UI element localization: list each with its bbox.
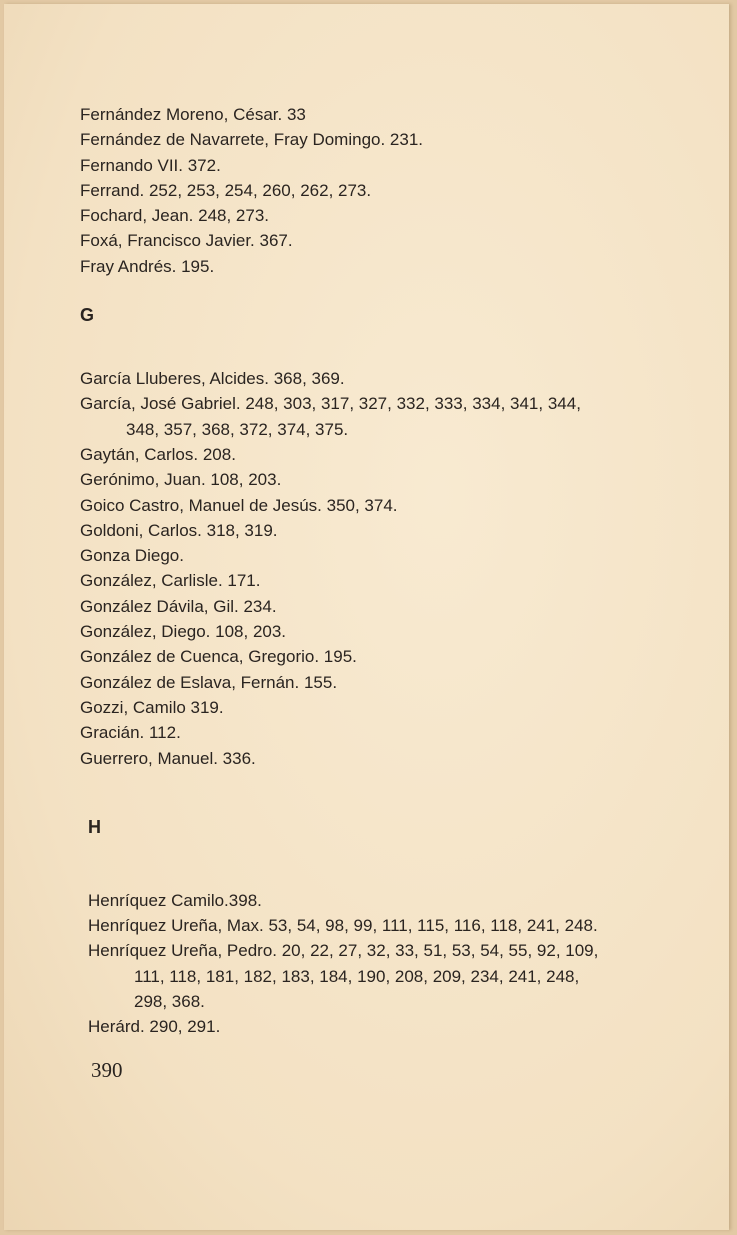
index-entry: Henríquez Camilo.398.	[88, 890, 262, 910]
index-entry: González Dávila, Gil. 234.	[80, 596, 277, 616]
index-entry: Gerónimo, Juan. 108, 203.	[80, 470, 282, 490]
index-group-g	[80, 366, 700, 771]
book-page	[4, 4, 729, 1230]
page-number: 390	[91, 1058, 123, 1082]
index-content	[80, 102, 700, 1040]
index-entry: González, Carlisle. 171.	[80, 571, 261, 591]
index-entry: Fernando VII. 372.	[80, 155, 221, 175]
index-entry: Goldoni, Carlos. 318, 319.	[80, 520, 278, 540]
index-entry: Fochard, Jean. 248, 273.	[80, 206, 270, 226]
index-entry: Herárd. 290, 291.	[88, 1017, 221, 1037]
index-entry	[88, 938, 700, 1014]
entry-continuation: 298, 368.	[134, 992, 205, 1012]
index-entry: Fernández de Navarrete, Fray Domingo. 231.	[80, 130, 424, 150]
index-entry: García Lluberes, Alcides. 368, 369.	[80, 369, 345, 389]
index-entry: Foxá, Francisco Javier. 367.	[80, 231, 293, 251]
index-entry: Goico Castro, Manuel de Jesús. 350, 374.	[80, 495, 398, 515]
index-group-h	[80, 888, 700, 1040]
index-entry: González de Cuenca, Gregorio. 195.	[80, 647, 357, 667]
section-letter-g: G	[80, 305, 95, 326]
index-entry: Fernández Moreno, César. 33	[80, 105, 306, 124]
index-group-f	[80, 102, 700, 279]
entry-text: García, José Gabriel. 248, 303, 317, 327, 332, 333, 334, 341, 344,	[80, 394, 581, 414]
index-entry: Gracián. 112.	[80, 723, 181, 743]
index-entry: Henríquez Ureña, Max. 53, 54, 98, 99, 111, 115, 116, 118, 241, 248.	[88, 916, 598, 936]
index-entry: González de Eslava, Fernán. 155.	[80, 672, 338, 692]
index-entry: Gozzi, Camilo 319.	[80, 697, 224, 717]
index-entry: Gaytán, Carlos. 208.	[80, 444, 236, 464]
entry-text: Henríquez Ureña, Pedro. 20, 22, 27, 32, 33, 51, 53, 54, 55, 92, 109,	[88, 941, 599, 961]
entry-continuation: 348, 357, 368, 372, 374, 375.	[126, 419, 349, 439]
index-entry	[80, 391, 700, 442]
index-entry: Fray Andrés. 195.	[80, 256, 215, 276]
index-entry: Ferrand. 252, 253, 254, 260, 262, 273.	[80, 180, 372, 200]
index-entry: Gonza Diego.	[80, 546, 184, 566]
index-entry: González, Diego. 108, 203.	[80, 622, 287, 642]
entry-continuation: 111, 118, 181, 182, 183, 184, 190, 208, 209, 234, 241, 248,	[134, 966, 580, 986]
section-letter-h: H	[88, 816, 101, 837]
index-entry: Guerrero, Manuel. 336.	[80, 748, 256, 768]
